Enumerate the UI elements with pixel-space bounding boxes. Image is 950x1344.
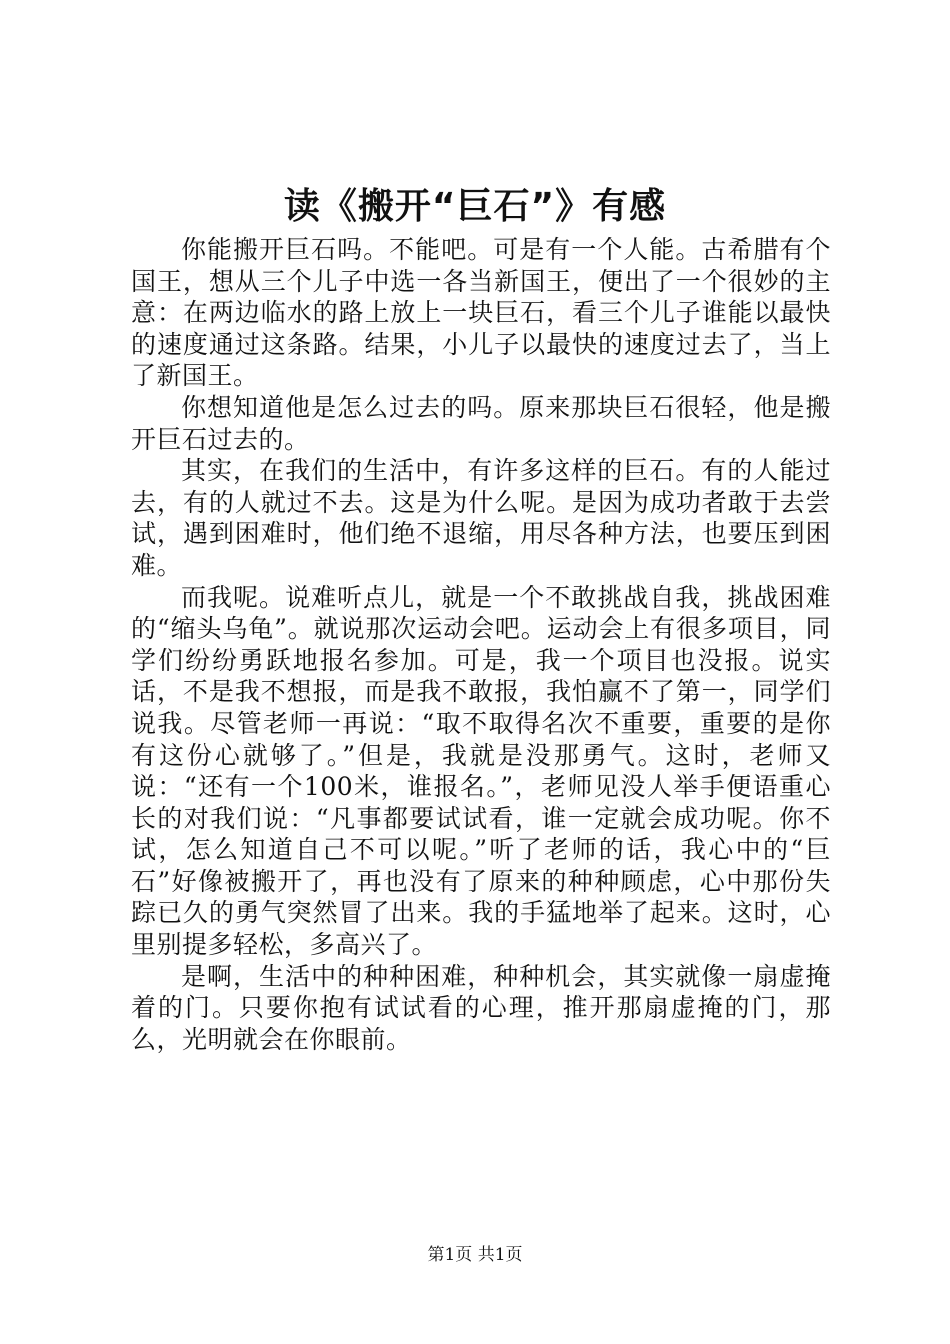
paragraph-2: 你想知道他是怎么过去的吗。原来那块巨石很轻，他是搬开巨石过去的。 <box>131 392 831 454</box>
paragraph-5: 是啊，生活中的种种困难，种种机会，其实就像一扇虚掩着的门。只要你抱有试试看的心理，推开那扇虚掩的门，那么，光明就会在你眼前。 <box>131 961 831 1054</box>
paragraph-4: 而我呢。说难听点儿，就是一个不敢挑战自我，挑战困难的“缩头乌龟”。就说那次运动会吧。运动会上有很多项目，同学们纷纷勇跃地报名参加。可是，我一个项目也没报。说实话，不是我不想报，而是我不敢报，我怕赢不了第一，同学们说我。尽管老师一再说：“取不取得名次不重要，重要的是你有这份心就够了。”但是，我就是没那勇气。这时，老师又说：“还有一个100米，谁报名。”，老师见没人举手便语重心长的对我们说：“凡事都要试试看，谁一定就会成功呢。你不试，怎么知道自己不可以呢。”听了老师的话，我心中的“巨石”好像被搬开了，再也没有了原来的种种顾虑，心中那份失踪已久的勇气突然冒了出来。我的手猛地举了起来。这时，心里别提多轻松，多高兴了。 <box>131 582 831 960</box>
document-title: 读《搬开“巨石”》有感 <box>283 186 667 227</box>
document-body <box>131 234 831 1055</box>
paragraph-1: 你能搬开巨石吗。不能吧。可是有一个人能。古希腊有个国王，想从三个儿子中选一各当新国王，便出了一个很妙的主意：在两边临水的路上放上一块巨石，看三个儿子谁能以最快的速度通过这条路。结果，小儿子以最快的速度过去了，当上了新国王。 <box>131 235 831 391</box>
page-footer: 第1页 共1页 <box>427 1245 523 1265</box>
paragraph-3: 其实，在我们的生活中，有许多这样的巨石。有的人能过去，有的人就过不去。这是为什么呢。是因为成功者敢于去尝试，遇到困难时，他们绝不退缩，用尽各种方法，也要压到困难。 <box>131 456 831 580</box>
